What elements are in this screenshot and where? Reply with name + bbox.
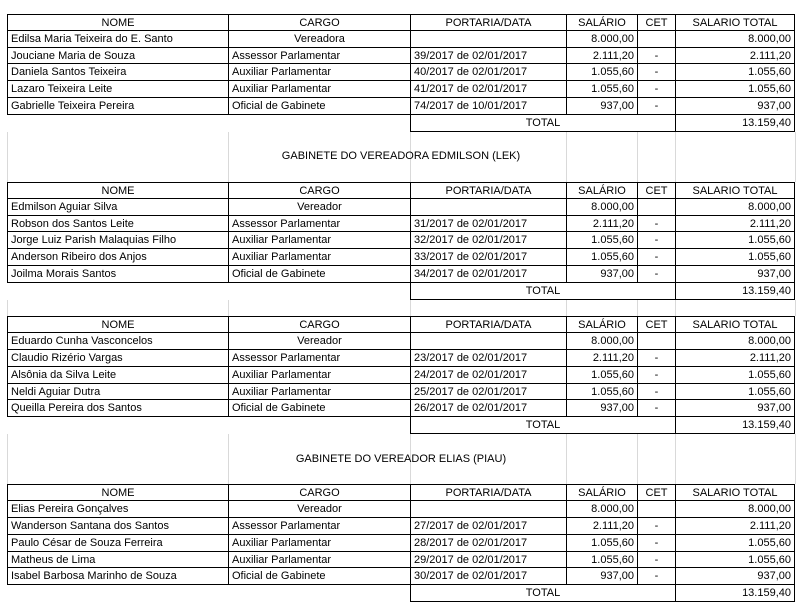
cell-portaria: 26/2017 de 02/01/2017 [410, 400, 567, 417]
gridline [566, 434, 567, 451]
cell-nome: Eduardo Cunha Vasconcelos [7, 333, 229, 350]
gridline [410, 468, 411, 485]
gridline [410, 434, 411, 451]
column-header-cargo: CARGO [228, 484, 411, 501]
cell-total: 937,00 [675, 400, 795, 417]
table-row [7, 400, 795, 417]
cell-cargo: Assessor Parlamentar [228, 350, 411, 367]
cell-cet: - [637, 266, 676, 283]
cell-nome: Claudio Rizério Vargas [7, 350, 229, 367]
cell-portaria [410, 501, 567, 518]
cell-cet: - [637, 384, 676, 401]
total-label: TOTAL [410, 417, 676, 434]
cell-portaria: 74/2017 de 10/01/2017 [410, 98, 567, 115]
cell-portaria [410, 31, 567, 48]
cell-cet [637, 31, 676, 48]
cell-cargo: Assessor Parlamentar [228, 518, 411, 535]
cell-nome: Neldi Aguiar Dutra [7, 384, 229, 401]
cell-nome: Jouciane Maria de Souza [7, 48, 229, 65]
gridline [7, 468, 8, 485]
cell-nome: Gabrielle Teixeira Pereira [7, 98, 229, 115]
gridline [675, 434, 676, 451]
table-header-row [7, 182, 795, 199]
column-header-salario: SALÁRIO [566, 316, 638, 333]
column-header-cet: CET [637, 182, 676, 199]
table-row [7, 216, 795, 233]
cell-cet: - [637, 568, 676, 585]
total-row [7, 417, 795, 434]
cell-nome: Daniela Santos Teixeira [7, 64, 229, 81]
cell-nome: Lazaro Teixeira Leite [7, 81, 229, 98]
cell-cet [637, 333, 676, 350]
cell-cet: - [637, 535, 676, 552]
cell-cet: - [637, 64, 676, 81]
cell-salario: 2.111,20 [566, 216, 638, 233]
table-header-row [7, 484, 795, 501]
column-header-salario: SALÁRIO [566, 484, 638, 501]
cell-portaria [410, 199, 567, 216]
cell-salario: 937,00 [566, 400, 638, 417]
gridline [795, 434, 796, 451]
gridline [637, 132, 638, 149]
gridline [675, 300, 676, 317]
cell-portaria: 29/2017 de 02/01/2017 [410, 552, 567, 569]
gridline [637, 468, 638, 485]
column-header-nome: NOME [7, 182, 229, 199]
cell-cargo: Assessor Parlamentar [228, 216, 411, 233]
cell-cet [637, 501, 676, 518]
table-row [7, 568, 795, 585]
gridline [7, 132, 8, 149]
gridline [795, 148, 796, 165]
column-header-total: SALARIO TOTAL [675, 182, 795, 199]
cell-portaria: 41/2017 de 02/01/2017 [410, 81, 567, 98]
cell-nome: Elias Pereira Gonçalves [7, 501, 229, 518]
table-row [7, 64, 795, 81]
table-row [7, 333, 795, 350]
table-row [7, 384, 795, 401]
section-title-row [7, 148, 795, 165]
total-row [7, 585, 795, 602]
cell-nome: Queilla Pereira dos Santos [7, 400, 229, 417]
column-header-portaria: PORTARIA/DATA [410, 484, 567, 501]
cell-total: 1.055,60 [675, 81, 795, 98]
column-header-cargo: CARGO [228, 316, 411, 333]
cell-cet: - [637, 216, 676, 233]
cell-salario: 1.055,60 [566, 552, 638, 569]
cell-total: 2.111,20 [675, 350, 795, 367]
cell-salario: 2.111,20 [566, 48, 638, 65]
cell-cet: - [637, 48, 676, 65]
cell-salario: 1.055,60 [566, 232, 638, 249]
cell-nome: Jorge Luiz Parish Malaquias Filho [7, 232, 229, 249]
cell-cargo: Oficial de Gabinete [228, 400, 411, 417]
column-header-nome: NOME [7, 484, 229, 501]
gridline [7, 434, 8, 451]
cell-portaria: 24/2017 de 02/01/2017 [410, 367, 567, 384]
cell-cargo: Oficial de Gabinete [228, 98, 411, 115]
blank-row [7, 434, 795, 451]
cell-salario: 937,00 [566, 98, 638, 115]
cell-cet: - [637, 552, 676, 569]
cell-portaria [410, 333, 567, 350]
gridline [637, 434, 638, 451]
table-row [7, 199, 795, 216]
table-row [7, 367, 795, 384]
table-row [7, 48, 795, 65]
cell-total: 2.111,20 [675, 216, 795, 233]
cell-cargo: Auxiliar Parlamentar [228, 535, 411, 552]
cell-cargo: Oficial de Gabinete [228, 266, 411, 283]
grand-total: 13.159,40 [675, 283, 795, 300]
cell-nome: Edmilson Aguiar Silva [7, 199, 229, 216]
cell-total: 8.000,00 [675, 501, 795, 518]
cell-nome: Robson dos Santos Leite [7, 216, 229, 233]
cell-cet: - [637, 249, 676, 266]
cell-total: 1.055,60 [675, 64, 795, 81]
table-row [7, 501, 795, 518]
gridline [7, 165, 8, 182]
cell-cargo: Auxiliar Parlamentar [228, 552, 411, 569]
cell-total: 8.000,00 [675, 199, 795, 216]
table-row [7, 81, 795, 98]
cell-portaria: 32/2017 de 02/01/2017 [410, 232, 567, 249]
gridline [795, 451, 796, 468]
cell-cargo: Vereador [228, 333, 411, 350]
cell-total: 937,00 [675, 568, 795, 585]
cell-cargo: Auxiliar Parlamentar [228, 64, 411, 81]
table-header-row [7, 14, 795, 31]
column-header-total: SALARIO TOTAL [675, 14, 795, 31]
gridline [637, 300, 638, 317]
grand-total: 13.159,40 [675, 115, 795, 132]
cell-total: 1.055,60 [675, 552, 795, 569]
cell-salario: 1.055,60 [566, 64, 638, 81]
grand-total: 13.159,40 [675, 417, 795, 434]
cell-portaria: 28/2017 de 02/01/2017 [410, 535, 567, 552]
cell-salario: 937,00 [566, 266, 638, 283]
table-header-row [7, 316, 795, 333]
cell-salario: 8.000,00 [566, 31, 638, 48]
column-header-total: SALARIO TOTAL [675, 316, 795, 333]
cell-portaria: 34/2017 de 02/01/2017 [410, 266, 567, 283]
table-row [7, 232, 795, 249]
table-row [7, 249, 795, 266]
cell-total: 2.111,20 [675, 48, 795, 65]
table-row [7, 518, 795, 535]
gridline [566, 300, 567, 317]
cell-cargo: Auxiliar Parlamentar [228, 367, 411, 384]
column-header-cet: CET [637, 484, 676, 501]
blank-row [7, 132, 795, 149]
blank-row [7, 165, 795, 182]
cell-cet: - [637, 367, 676, 384]
cell-portaria: 33/2017 de 02/01/2017 [410, 249, 567, 266]
cell-total: 1.055,60 [675, 384, 795, 401]
cell-total: 1.055,60 [675, 232, 795, 249]
cell-salario: 2.111,20 [566, 350, 638, 367]
column-header-salario: SALÁRIO [566, 14, 638, 31]
cell-cargo: Vereadora [228, 31, 411, 48]
cell-nome: Anderson Ribeiro dos Anjos [7, 249, 229, 266]
cell-total: 937,00 [675, 266, 795, 283]
gridline [795, 132, 796, 149]
cell-salario: 8.000,00 [566, 501, 638, 518]
cell-cet: - [637, 81, 676, 98]
gridline [675, 468, 676, 485]
column-header-nome: NOME [7, 14, 229, 31]
total-label: TOTAL [410, 115, 676, 132]
gridline [675, 132, 676, 149]
gridline [7, 300, 8, 317]
cell-nome: Isabel Barbosa Marinho de Souza [7, 568, 229, 585]
cell-portaria: 25/2017 de 02/01/2017 [410, 384, 567, 401]
column-header-cargo: CARGO [228, 14, 411, 31]
column-header-cargo: CARGO [228, 182, 411, 199]
cell-total: 1.055,60 [675, 535, 795, 552]
column-header-salario: SALÁRIO [566, 182, 638, 199]
cell-portaria: 30/2017 de 02/01/2017 [410, 568, 567, 585]
cell-salario: 2.111,20 [566, 518, 638, 535]
gridline [228, 434, 229, 451]
cell-cargo: Vereador [228, 199, 411, 216]
table-row [7, 350, 795, 367]
gridline [228, 165, 229, 182]
blank-row [7, 300, 795, 317]
gridline [566, 165, 567, 182]
column-header-total: SALARIO TOTAL [675, 484, 795, 501]
cell-portaria: 23/2017 de 02/01/2017 [410, 350, 567, 367]
cell-nome: Edilsa Maria Teixeira do E. Santo [7, 31, 229, 48]
cell-total: 2.111,20 [675, 518, 795, 535]
cell-nome: Wanderson Santana dos Santos [7, 518, 229, 535]
cell-cargo: Vereador [228, 501, 411, 518]
column-header-portaria: PORTARIA/DATA [410, 14, 567, 31]
cell-salario: 1.055,60 [566, 249, 638, 266]
gridline [410, 300, 411, 317]
blank-row [7, 468, 795, 485]
cell-cargo: Oficial de Gabinete [228, 568, 411, 585]
table-row [7, 552, 795, 569]
total-row [7, 283, 795, 300]
cell-salario: 1.055,60 [566, 81, 638, 98]
gridline [566, 468, 567, 485]
cell-cet: - [637, 400, 676, 417]
cell-nome: Alsônia da Silva Leite [7, 367, 229, 384]
cell-nome: Paulo César de Souza Ferreira [7, 535, 229, 552]
total-label: TOTAL [410, 283, 676, 300]
gridline [228, 132, 229, 149]
cell-portaria: 31/2017 de 02/01/2017 [410, 216, 567, 233]
cell-salario: 937,00 [566, 568, 638, 585]
cell-nome: Joilma Morais Santos [7, 266, 229, 283]
cell-portaria: 39/2017 de 02/01/2017 [410, 48, 567, 65]
cell-cargo: Auxiliar Parlamentar [228, 232, 411, 249]
cell-cargo: Auxiliar Parlamentar [228, 249, 411, 266]
gridline [675, 165, 676, 182]
gridline [637, 165, 638, 182]
column-header-nome: NOME [7, 316, 229, 333]
gridline [795, 468, 796, 485]
gridline [795, 300, 796, 317]
table-row [7, 31, 795, 48]
cell-cet [637, 199, 676, 216]
total-row [7, 115, 795, 132]
gridline [410, 165, 411, 182]
table-row [7, 98, 795, 115]
cell-cet: - [637, 350, 676, 367]
table-row [7, 535, 795, 552]
column-header-portaria: PORTARIA/DATA [410, 182, 567, 199]
gridline [228, 468, 229, 485]
section-title-row [7, 451, 795, 468]
grand-total: 13.159,40 [675, 585, 795, 602]
cell-salario: 1.055,60 [566, 367, 638, 384]
cell-cargo: Auxiliar Parlamentar [228, 81, 411, 98]
column-header-portaria: PORTARIA/DATA [410, 316, 567, 333]
cell-total: 1.055,60 [675, 367, 795, 384]
cell-cet: - [637, 98, 676, 115]
total-label: TOTAL [410, 585, 676, 602]
cell-salario: 8.000,00 [566, 199, 638, 216]
gridline [566, 132, 567, 149]
cell-nome: Matheus de Lima [7, 552, 229, 569]
column-header-cet: CET [637, 14, 676, 31]
cell-cargo: Auxiliar Parlamentar [228, 384, 411, 401]
payroll-sheet [7, 14, 795, 602]
cell-portaria: 27/2017 de 02/01/2017 [410, 518, 567, 535]
table-row [7, 266, 795, 283]
cell-salario: 1.055,60 [566, 384, 638, 401]
cell-cet: - [637, 232, 676, 249]
cell-total: 8.000,00 [675, 31, 795, 48]
column-header-cet: CET [637, 316, 676, 333]
cell-total: 1.055,60 [675, 249, 795, 266]
gridline [795, 165, 796, 182]
cell-salario: 1.055,60 [566, 535, 638, 552]
section-title: GABINETE DO VEREADOR ELIAS (PIAU) [295, 452, 507, 465]
cell-cargo: Assessor Parlamentar [228, 48, 411, 65]
cell-portaria: 40/2017 de 02/01/2017 [410, 64, 567, 81]
cell-cet: - [637, 518, 676, 535]
gridline [228, 300, 229, 317]
gridline [410, 132, 411, 149]
section-title: GABINETE DO VEREADORA EDMILSON (LEK) [281, 150, 521, 163]
cell-salario: 8.000,00 [566, 333, 638, 350]
cell-total: 8.000,00 [675, 333, 795, 350]
cell-total: 937,00 [675, 98, 795, 115]
